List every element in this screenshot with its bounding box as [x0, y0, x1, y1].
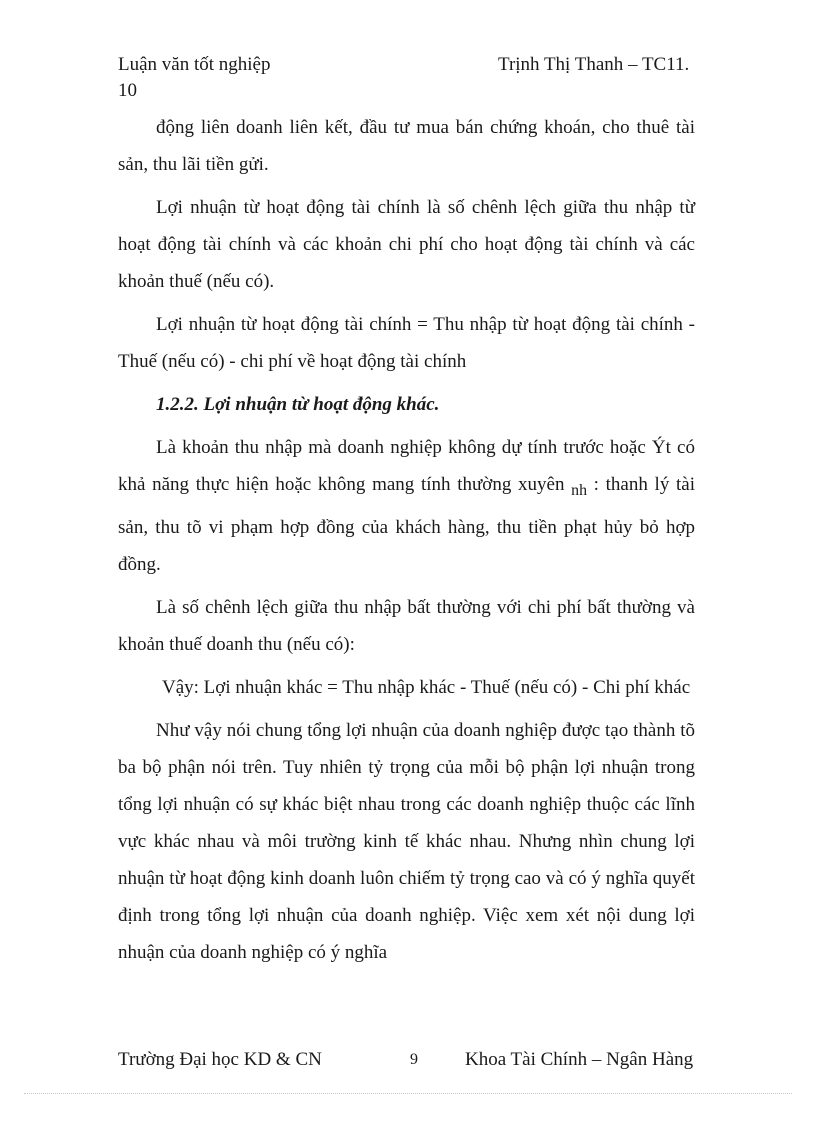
document-body	[118, 109, 695, 971]
paragraph-4	[118, 429, 695, 583]
paragraph-7: Như vậy nói chung tổng lợi nhuận của doanh nghiệp được tạo thành tõ ba bộ phận nói trên. Tuy nhiên tỷ trọng của mỗi bộ phận lợi nhuận trong tổng lợi nhuận có sự khác biệt nhau trong các doanh nghiệp thuộc các lĩnh vực khác nhau và môi trường kinh tế khác nhau. Nhưng nhìn chung lợi nhuận từ hoạt động kinh doanh luôn chiếm tỷ trọng cao và có ý nghĩa quyết định trong tổng lợi nhuận của doanh nghiệp. Việc xem xét nội dung lợi nhuận của doanh nghiệp có ý nghĩa	[118, 719, 695, 963]
section-heading: 1.2.2. Lợi nhuận từ hoạt động khác.	[156, 394, 440, 415]
header-thesis-title: Luận văn tốt nghiệp	[118, 54, 271, 75]
paragraph-6-formula: Vậy: Lợi nhuận khác = Thu nhập khác - Thuế (nếu có) - Chi phí khác	[162, 676, 691, 698]
paragraph-5: Là số chênh lệch giữa thu nhập bất thường với chi phí bất thường và khoản thuế doanh thu (nếu có):	[118, 596, 695, 655]
paragraph-3: Lợi nhuận từ hoạt động tài chính = Thu nhập từ hoạt động tài chính - Thuế (nếu có) - chi phí về hoạt động tài chính	[118, 314, 695, 372]
footer-university: Trường Đại học KD & CN	[118, 1049, 322, 1070]
footer-faculty: Khoa Tài Chính – Ngân Hàng	[465, 1049, 694, 1070]
paragraph-4-subscript: nh	[571, 481, 587, 499]
paragraph-4-text-a: Là khoản thu nhập mà doanh nghiệp không dự tính trước hoặc Ýt có khả năng thực hiện hoặc không mang tính thường xuyên	[118, 437, 695, 495]
footer-page-number: 9	[410, 1051, 418, 1068]
header-author: Trịnh Thị Thanh – TC11.	[498, 54, 690, 75]
paragraph-1: động liên doanh liên kết, đầu tư mua bán chứng khoán, cho thuê tài sản, thu lãi tiền gửi.	[118, 117, 695, 175]
header-left	[118, 52, 318, 104]
paragraph-2: Lợi nhuận từ hoạt động tài chính là số chênh lệch giữa thu nhập từ hoạt động tài chính và các khoản chi phí cho hoạt động tài chính và các khoản thuế (nếu có).	[118, 197, 695, 292]
paragraph-4-text-b: : thanh lý tài sản, thu tõ vi phạm hợp đồng của khách hàng, thu tiền phạt hủy bỏ hợp đồng.	[118, 474, 695, 575]
page-bottom-divider	[24, 1093, 792, 1094]
header-page-ref: 10	[118, 80, 137, 101]
